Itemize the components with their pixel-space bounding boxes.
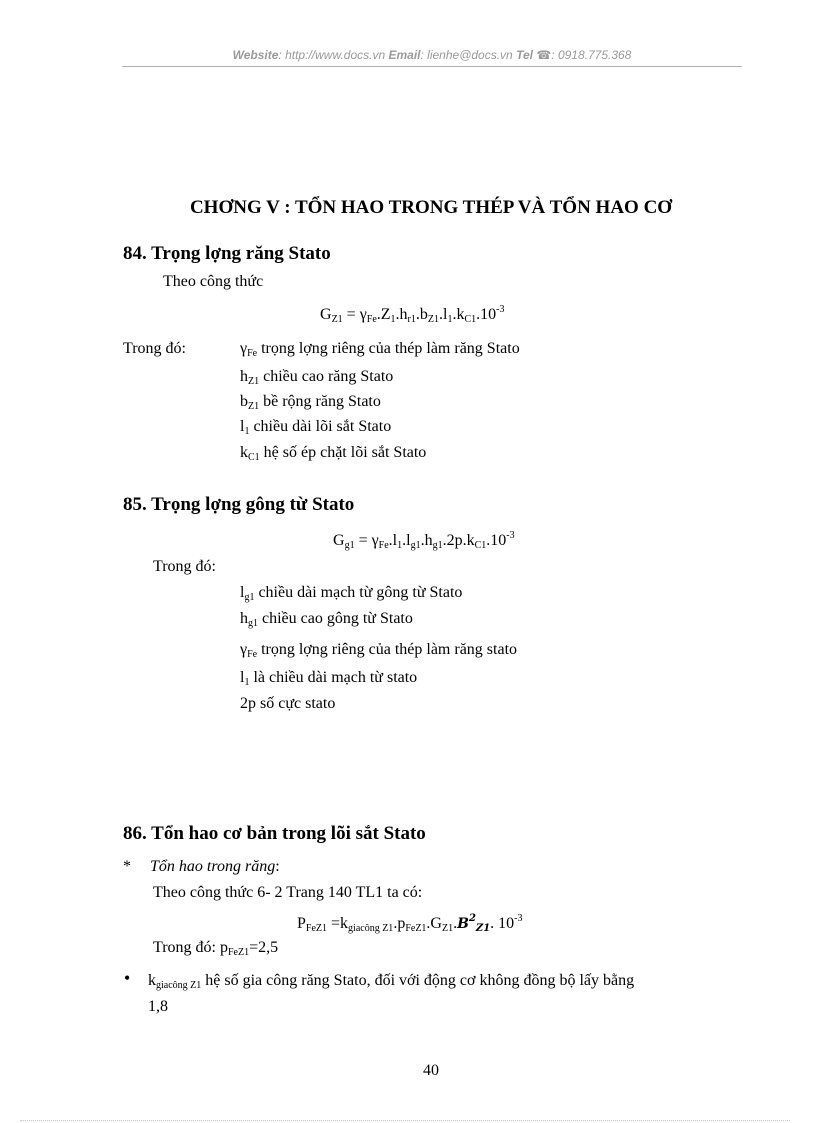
page-header	[122, 48, 742, 62]
website-label: Website	[232, 48, 279, 62]
section-86-intro: Theo công thức 6- 2 Trang 140 TL1 ta có:	[153, 884, 423, 901]
pfez1-value: Trong đó: $p_{FeZ1}=2,5$	[153, 939, 279, 958]
kgiacong-value: 1,8	[148, 998, 168, 1015]
def-2p: 2p số cực stato	[240, 695, 336, 712]
def-l1: $l_1$ chiều dài lõi sắt Stato	[240, 418, 392, 437]
tel-label: Tel	[516, 48, 533, 62]
email-label: Email	[388, 48, 421, 62]
def-lg1: $l_{g1}$ chiều dài mạch từ gông từ Stato	[240, 584, 463, 603]
website-value: : http://www.docs.vn	[278, 48, 386, 62]
section-85-heading: 85. Trọng lợng gông từ Stato	[123, 494, 355, 515]
def-hg1: $h_{g1}$ chiều cao gông từ Stato	[240, 610, 413, 629]
section-85-where: Trong đó:	[153, 558, 216, 575]
formula-gz1: $G_{Z1} = \gamma_{Fe}.Z_1.h_{r1}.b_{Z1}.l_1.k_{C1}.10^{-3}$	[320, 304, 505, 325]
def-bz1: $b_{Z1}$ bề rộng răng Stato	[240, 393, 381, 412]
header-rule	[122, 66, 742, 67]
star-marker: *	[123, 858, 131, 875]
footer-rule	[20, 1120, 790, 1121]
section-86-heading: 86. Tổn hao cơ bản trong lõi sắt Stato	[123, 823, 426, 844]
email-value: : lienhe@docs.vn	[420, 48, 513, 62]
section-84-heading: 84. Trọng lợng răng Stato	[123, 243, 331, 264]
bullet-icon: •	[124, 968, 131, 988]
kgiacong-def: $k_{giacông Z1}$ hệ số gia công răng Stato, đối với động cơ không đồng bộ lấy bằng	[148, 972, 635, 991]
tel-value: : 0918.775.368	[551, 48, 632, 62]
section-84-intro: Theo công thức	[163, 273, 264, 290]
formula-pfez1: $P_{FeZ1} =k_{giacông Z1}.p_{FeZ1}.G_{Z1}.B^2_{Z1}$. $10^{-3}$	[297, 913, 523, 934]
def-l1-2: $l_1$ là chiều dài mạch từ stato	[240, 669, 418, 688]
def-gamma-fe: $\gamma_{Fe}$ trọng lợng riêng của thép làm răng Stato	[240, 340, 520, 359]
page-number: 40	[423, 1062, 439, 1079]
chapter-title: CHƠNG V : TỔN HAO TRONG THÉP VÀ TỔN HAO CƠ	[189, 197, 673, 218]
def-kc1: $k_{C1}$ hệ số ép chặt lõi sắt Stato	[240, 444, 427, 463]
teeth-loss-subtitle: Tổn hao trong răng:	[150, 858, 280, 875]
section-84-where: Trong đó:	[123, 340, 186, 357]
def-hz1: $h_{Z1}$ chiều cao răng Stato	[240, 368, 394, 387]
formula-gg1: $G_{g1} = \gamma_{Fe}.l_1.l_{g1}.h_{g1}.2p.k_{C1}.10^{-3}$	[333, 530, 515, 551]
def-gamma-fe-2: $\gamma_{Fe}$ trọng lợng riêng của thép làm răng stato	[240, 641, 518, 660]
phone-icon: ☎	[536, 48, 552, 62]
